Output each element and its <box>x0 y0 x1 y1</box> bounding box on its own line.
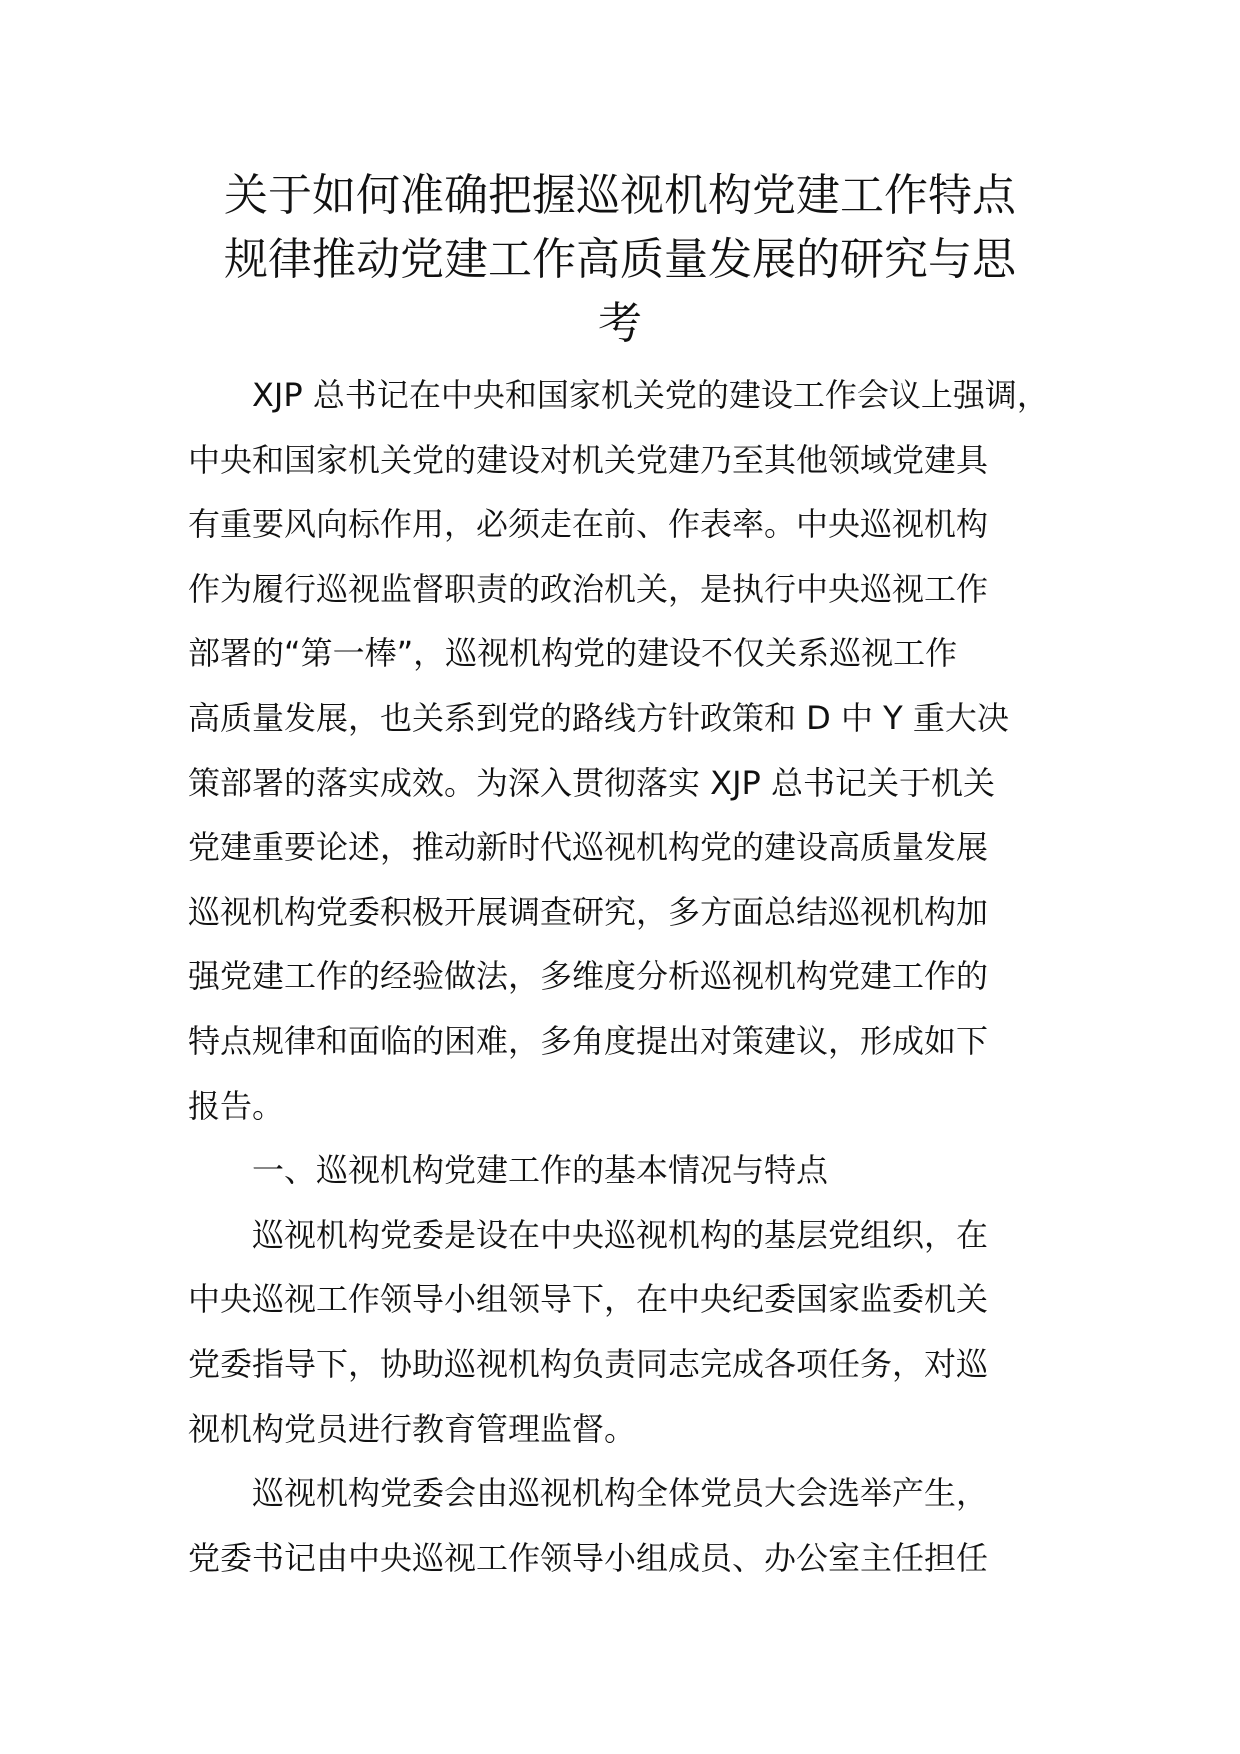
text-line: 强党建工作的经验做法，多维度分析巡视机构党建工作的 <box>188 957 989 996</box>
text-line: 报告。 <box>188 1086 285 1125</box>
text-line: 特点规律和面临的困难，多角度提出对策建议，形成如下 <box>188 1021 989 1060</box>
paragraph-party-committee <box>188 1203 1068 1461</box>
text-line: 巡视机构党委是设在中央巡视机构的基层党组织，在 <box>252 1215 989 1254</box>
title-line: 考 <box>598 298 642 349</box>
text-line: 一、巡视机构党建工作的基本情况与特点 <box>252 1151 829 1190</box>
title-line: 规律推动党建工作高质量发展的研究与思 <box>224 234 1016 285</box>
text-line: 有重要风向标作用，必须走在前、作表率。中央巡视机构 <box>188 505 989 544</box>
text-line: XJP 总书记在中央和国家机关党的建设工作会议上强调， <box>252 376 1049 414</box>
text-line: 巡视机构党委会由巡视机构全体党员大会选举产生， <box>252 1474 989 1513</box>
text-line: 策部署的落实成效。为深入贯彻落实 XJP 总书记关于机关 <box>188 763 996 802</box>
document-body <box>188 363 1068 1590</box>
text-line: 中央和国家机关党的建设对机关党建乃至其他领域党建具 <box>188 440 989 479</box>
title-line: 关于如何准确把握巡视机构党建工作特点 <box>224 170 1016 221</box>
text-line: 巡视机构党委积极开展调查研究，多方面总结巡视机构加 <box>188 892 989 931</box>
text-line: 党委指导下，协助巡视机构负责同志完成各项任务，对巡 <box>188 1344 989 1383</box>
paragraph-election <box>188 1461 1068 1590</box>
text-line: 高质量发展，也关系到党的路线方针政策和 D 中 Y 重大决 <box>188 698 1009 737</box>
text-line: 党委书记由中央巡视工作领导小组成员、办公室主任担任 <box>188 1538 989 1577</box>
document-title <box>180 164 1060 356</box>
text-line: 中央巡视工作领导小组领导下，在中央纪委国家监委机关 <box>188 1280 989 1319</box>
text-line: 视机构党员进行教育管理监督。 <box>188 1409 637 1448</box>
text-line: 部署的“第一棒”，巡视机构党的建设不仅关系巡视工作 <box>188 634 958 673</box>
text-line: 党建重要论述，推动新时代巡视机构党的建设高质量发展 <box>188 828 989 867</box>
section-heading <box>188 1138 1068 1203</box>
paragraph-intro <box>188 363 1068 1138</box>
text-line: 作为履行巡视监督职责的政治机关，是执行中央巡视工作 <box>188 569 989 608</box>
